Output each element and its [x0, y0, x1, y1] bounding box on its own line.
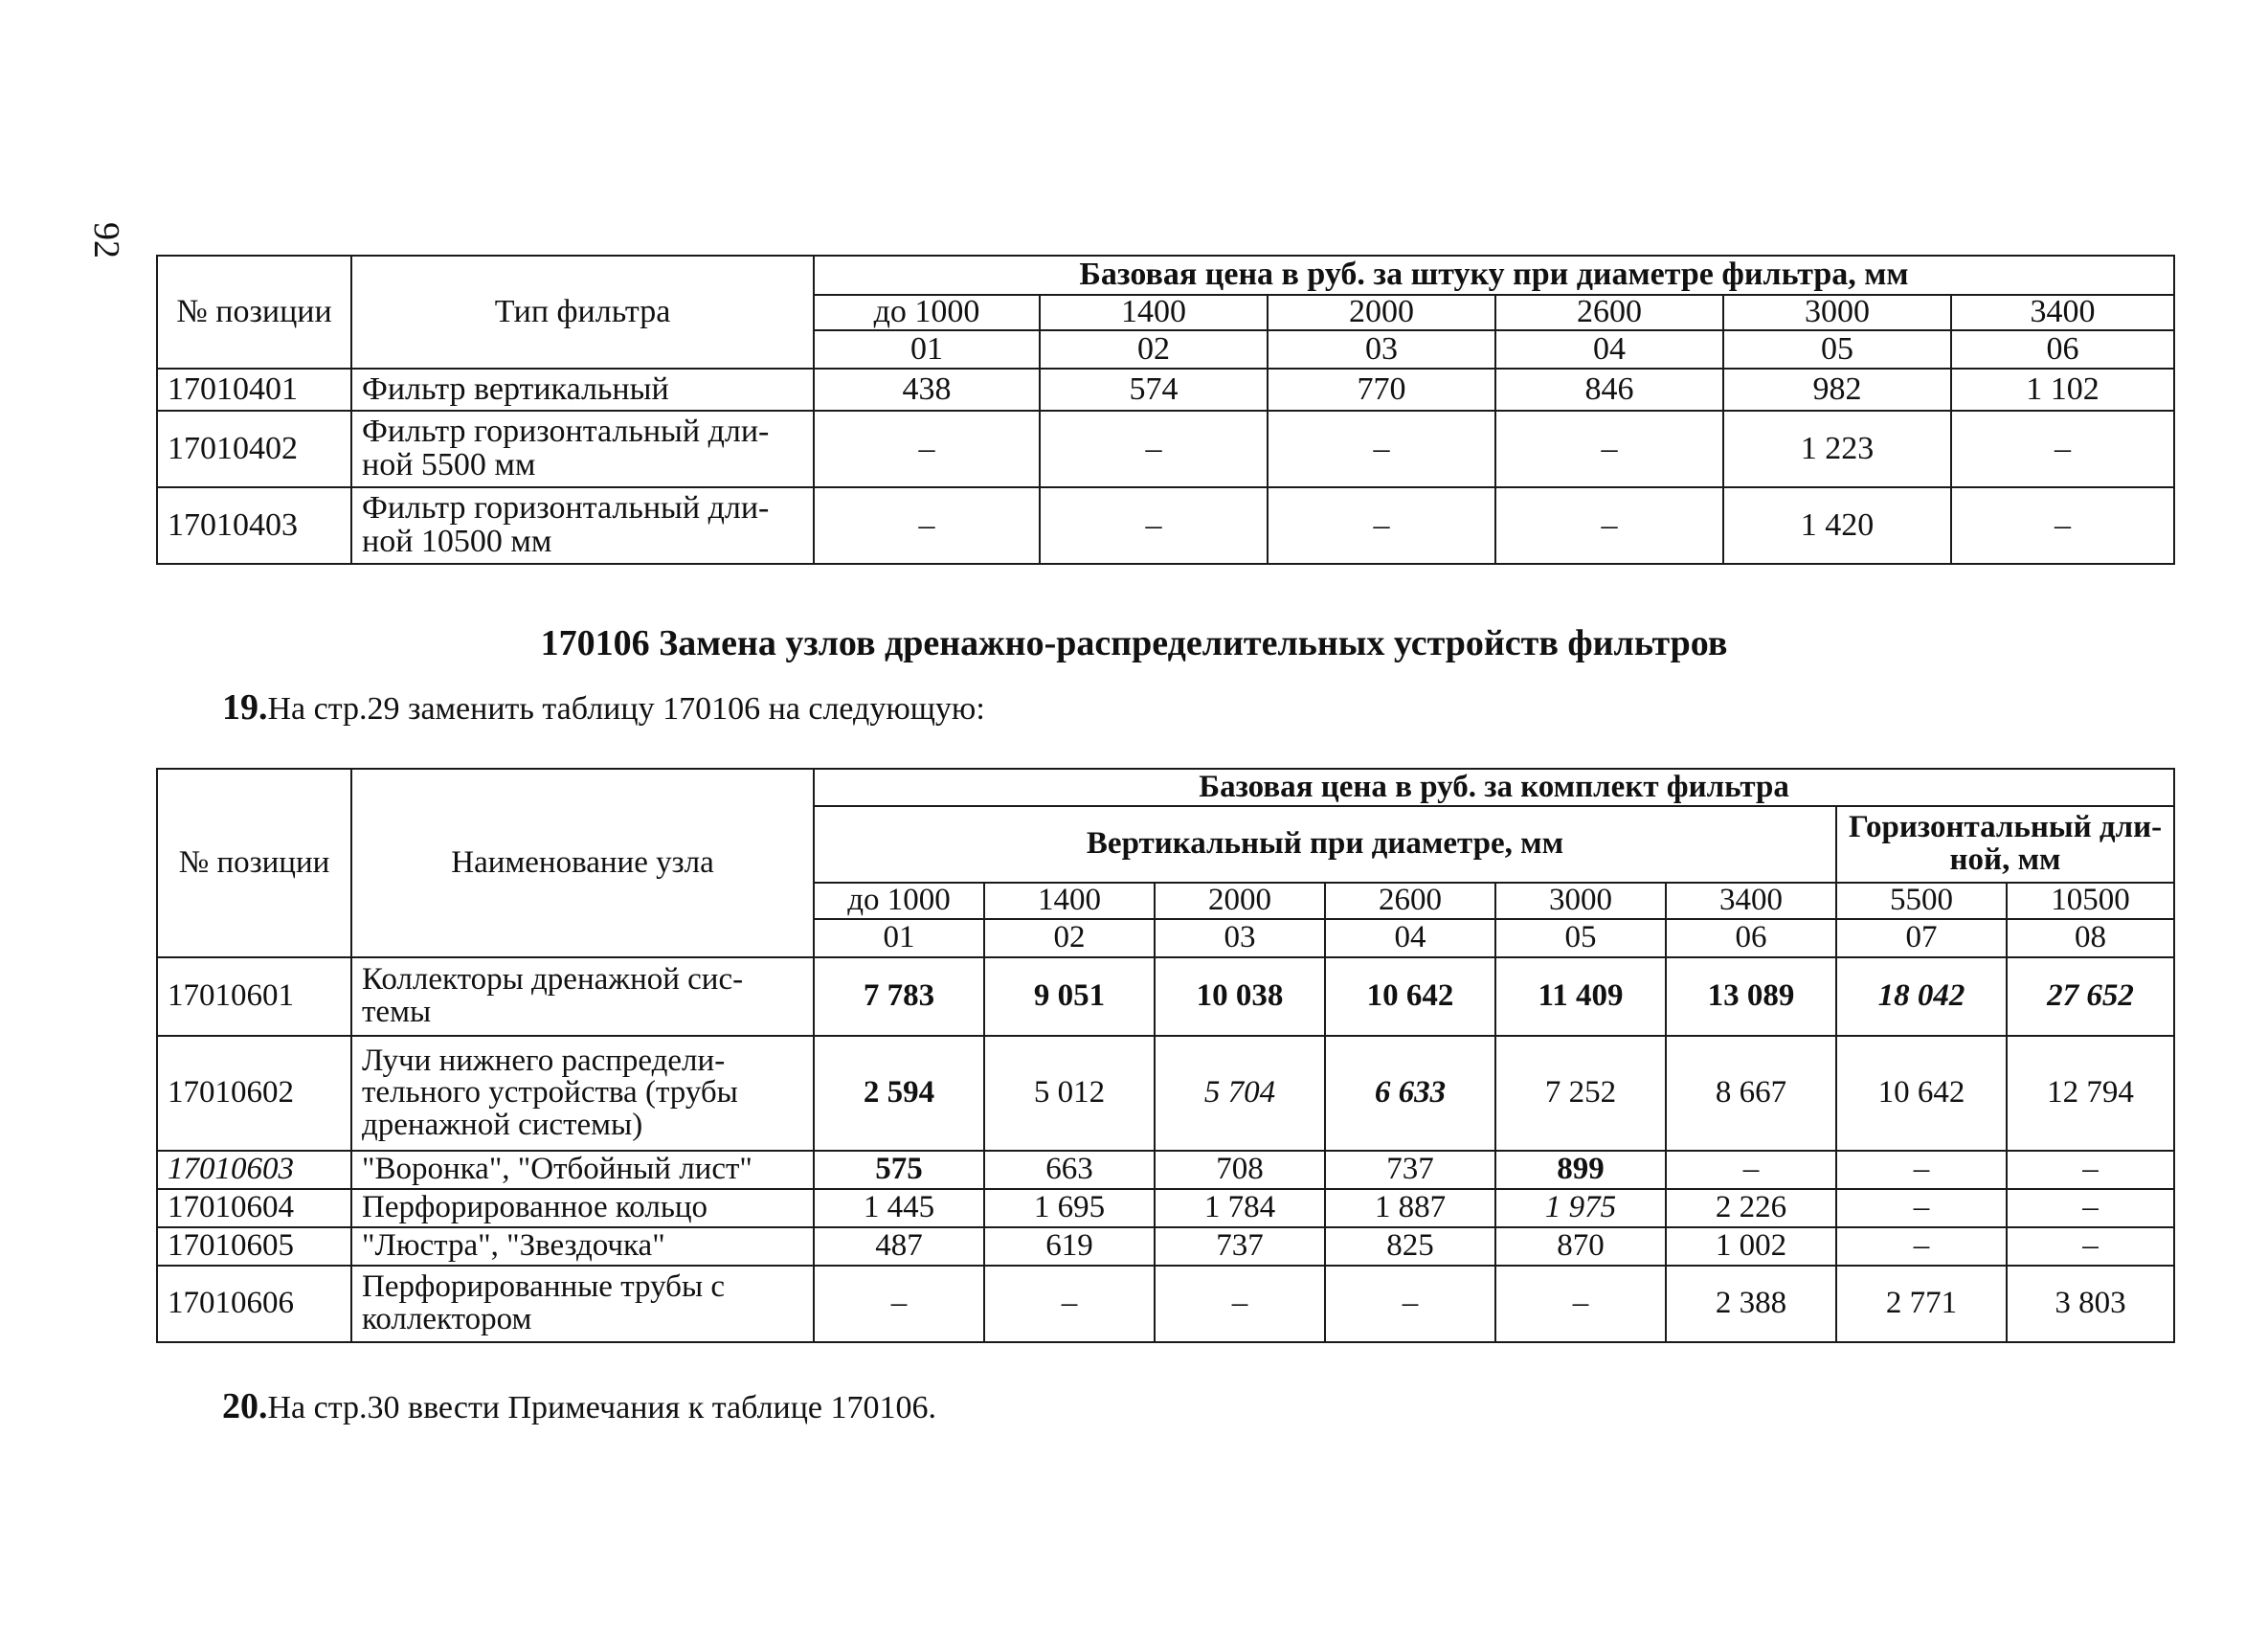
price-cell: – — [1836, 1151, 2007, 1189]
price-cell: – — [984, 1266, 1155, 1342]
drainage-units-price-table — [156, 768, 2175, 1343]
price-cell: 2 771 — [1836, 1266, 2007, 1342]
price-cell: 846 — [1495, 369, 1723, 411]
price-cell: 9 051 — [984, 957, 1155, 1036]
code-header: 06 — [1951, 330, 2174, 369]
size-header: 3400 — [1666, 883, 1836, 919]
table-row — [157, 1227, 2174, 1266]
price-cell: 575 — [814, 1151, 984, 1189]
price-cell: 5 704 — [1155, 1036, 1325, 1151]
price-cell: 1 420 — [1723, 487, 1951, 564]
size-header: 2600 — [1325, 883, 1495, 919]
code-header: 05 — [1723, 330, 1951, 369]
name-cell: "Воронка", "Отбойный лист" — [351, 1151, 814, 1189]
code-header: 02 — [984, 919, 1155, 957]
price-cell: 10 642 — [1325, 957, 1495, 1036]
price-cell: – — [1495, 1266, 1666, 1342]
price-cell: 18 042 — [1836, 957, 2007, 1036]
position-cell: 17010604 — [157, 1189, 351, 1227]
price-cell: 1 223 — [1723, 411, 1951, 487]
name-cell: Фильтр горизонтальный дли- ной 5500 мм — [351, 411, 814, 487]
price-cell: – — [1495, 487, 1723, 564]
price-cell: 10 642 — [1836, 1036, 2007, 1151]
price-cell: 1 102 — [1951, 369, 2174, 411]
diameter-header: 2600 — [1495, 295, 1723, 330]
price-cell: 6 633 — [1325, 1036, 1495, 1151]
name-cell: Фильтр вертикальный — [351, 369, 814, 411]
name-cell: Коллекторы дренажной сис- темы — [351, 957, 814, 1036]
code-header: 03 — [1268, 330, 1495, 369]
section-heading: 170106 Замена узлов дренажно-распределительных устройств фильтров — [540, 623, 1728, 663]
code-header: 03 — [1155, 919, 1325, 957]
header-filter-type: Тип фильтра — [351, 256, 814, 369]
price-cell: 13 089 — [1666, 957, 1836, 1036]
code-header: 05 — [1495, 919, 1666, 957]
diameter-header: 3400 — [1951, 295, 2174, 330]
header-position: № позиции — [157, 256, 351, 369]
price-cell: 619 — [984, 1227, 1155, 1266]
code-header: 07 — [1836, 919, 2007, 957]
price-cell: 1 445 — [814, 1189, 984, 1227]
code-header: 04 — [1325, 919, 1495, 957]
table-row — [157, 1036, 2174, 1151]
price-cell: 7 783 — [814, 957, 984, 1036]
price-cell: 708 — [1155, 1151, 1325, 1189]
price-cell: 737 — [1155, 1227, 1325, 1266]
paragraph-number: 19. — [222, 687, 268, 728]
price-cell: 8 667 — [1666, 1036, 1836, 1151]
code-header: 08 — [2007, 919, 2174, 957]
price-cell: 870 — [1495, 1227, 1666, 1266]
table-row — [157, 487, 2174, 564]
code-header: 04 — [1495, 330, 1723, 369]
price-cell: 1 002 — [1666, 1227, 1836, 1266]
header-horizontal: Горизонтальный дли- ной, мм — [1836, 806, 2174, 883]
header-price-group: Базовая цена в руб. за комплект фильтра — [814, 769, 2174, 806]
position-cell: 17010402 — [157, 411, 351, 487]
price-cell: 1 975 — [1495, 1189, 1666, 1227]
price-cell: 487 — [814, 1227, 984, 1266]
price-cell: – — [2007, 1189, 2174, 1227]
page-number: 92 — [86, 222, 126, 258]
paragraph-text: На стр.30 ввести Примечания к таблице 170106. — [267, 1390, 937, 1425]
price-cell: 438 — [814, 369, 1040, 411]
paragraph-text: На стр.29 заменить таблицу 170106 на следующую: — [267, 691, 985, 727]
price-cell: 574 — [1040, 369, 1268, 411]
price-cell: – — [2007, 1151, 2174, 1189]
price-cell: 899 — [1495, 1151, 1666, 1189]
size-header: 5500 — [1836, 883, 2007, 919]
header-unit-name: Наименование узла — [351, 769, 814, 957]
paragraph-number: 20. — [222, 1386, 268, 1426]
price-cell: – — [2007, 1227, 2174, 1266]
name-cell: Перфорированные трубы с коллектором — [351, 1266, 814, 1342]
price-cell: 12 794 — [2007, 1036, 2174, 1151]
header-position: № позиции — [157, 769, 351, 957]
header-vertical: Вертикальный при диаметре, мм — [814, 806, 1836, 883]
price-cell: 11 409 — [1495, 957, 1666, 1036]
size-header: до 1000 — [814, 883, 984, 919]
price-cell: – — [1836, 1227, 2007, 1266]
price-cell: 770 — [1268, 369, 1495, 411]
position-cell: 17010403 — [157, 487, 351, 564]
price-cell: – — [1268, 487, 1495, 564]
price-cell: 982 — [1723, 369, 1951, 411]
price-cell: 2 388 — [1666, 1266, 1836, 1342]
position-cell: 17010602 — [157, 1036, 351, 1151]
price-cell: 27 652 — [2007, 957, 2174, 1036]
diameter-header: 2000 — [1268, 295, 1495, 330]
table-row — [157, 1266, 2174, 1342]
size-header: 2000 — [1155, 883, 1325, 919]
price-cell: – — [1325, 1266, 1495, 1342]
price-cell: 663 — [984, 1151, 1155, 1189]
price-cell: – — [814, 411, 1040, 487]
code-header: 02 — [1040, 330, 1268, 369]
paragraph-20 — [222, 1385, 936, 1427]
price-cell: 7 252 — [1495, 1036, 1666, 1151]
price-cell: 2 226 — [1666, 1189, 1836, 1227]
table-row — [157, 1151, 2174, 1189]
table-row — [157, 411, 2174, 487]
price-cell: – — [1495, 411, 1723, 487]
header-price-group: Базовая цена в руб. за штуку при диаметре фильтра, мм — [814, 256, 2174, 295]
code-header: 06 — [1666, 919, 1836, 957]
size-header: 3000 — [1495, 883, 1666, 919]
price-cell: – — [1836, 1189, 2007, 1227]
name-cell: "Люстра", "Звездочка" — [351, 1227, 814, 1266]
price-cell: – — [1951, 411, 2174, 487]
price-cell: – — [1666, 1151, 1836, 1189]
price-cell: – — [814, 487, 1040, 564]
filter-price-table — [156, 255, 2175, 565]
price-cell: – — [1040, 411, 1268, 487]
price-cell: – — [1951, 487, 2174, 564]
table-row — [157, 1189, 2174, 1227]
price-cell: 5 012 — [984, 1036, 1155, 1151]
diameter-header: 3000 — [1723, 295, 1951, 330]
name-cell: Лучи нижнего распредели- тельного устройства (трубы дренажной системы) — [351, 1036, 814, 1151]
table-row — [157, 369, 2174, 411]
price-cell: – — [1040, 487, 1268, 564]
price-cell: 737 — [1325, 1151, 1495, 1189]
price-cell: 3 803 — [2007, 1266, 2174, 1342]
position-cell: 17010401 — [157, 369, 351, 411]
code-header: 01 — [814, 919, 984, 957]
position-cell: 17010603 — [157, 1151, 351, 1189]
price-cell: 1 695 — [984, 1189, 1155, 1227]
price-cell: 825 — [1325, 1227, 1495, 1266]
position-cell: 17010605 — [157, 1227, 351, 1266]
size-header: 1400 — [984, 883, 1155, 919]
price-cell: – — [1155, 1266, 1325, 1342]
price-cell: – — [1268, 411, 1495, 487]
paragraph-19 — [222, 686, 985, 729]
price-cell: 1 784 — [1155, 1189, 1325, 1227]
price-cell: 2 594 — [814, 1036, 984, 1151]
price-cell: 10 038 — [1155, 957, 1325, 1036]
name-cell: Фильтр горизонтальный дли- ной 10500 мм — [351, 487, 814, 564]
table-row — [157, 957, 2174, 1036]
code-header: 01 — [814, 330, 1040, 369]
price-cell: – — [814, 1266, 984, 1342]
diameter-header: до 1000 — [814, 295, 1040, 330]
position-cell: 17010606 — [157, 1266, 351, 1342]
position-cell: 17010601 — [157, 957, 351, 1036]
diameter-header: 1400 — [1040, 295, 1268, 330]
size-header: 10500 — [2007, 883, 2174, 919]
name-cell: Перфорированное кольцо — [351, 1189, 814, 1227]
price-cell: 1 887 — [1325, 1189, 1495, 1227]
